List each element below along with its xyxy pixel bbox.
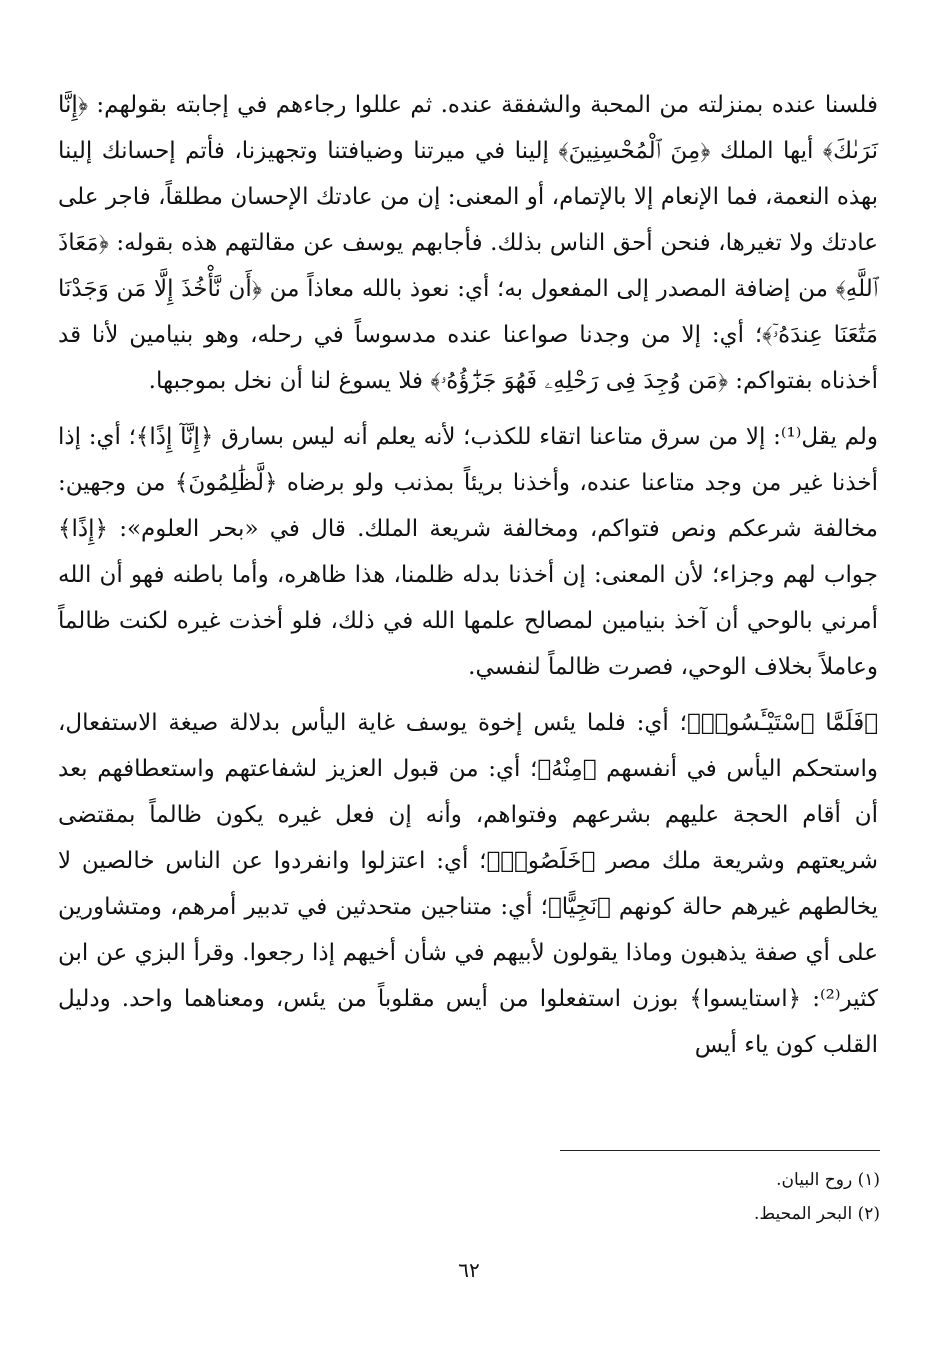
page-number: ٦٢ [458,1258,480,1282]
footnote-1: (١) روح البيان. [776,1170,880,1190]
footnote-2: (٢) البحر المحيط. [754,1204,880,1224]
paragraph-1: فلسنا عنده بمنزلته من المحبة والشفقة عنده. ثم عللوا رجاءهم في إجابته بقولهم: ﴿إِنَّا نَرَىٰكَ﴾ أيها الملك ﴿مِنَ ٱلْمُحْسِنِينَ﴾ إلينا في ميرتنا وضيافتنا وتجهيزنا، فأتم إحسانك إلينا بهذه النعمة، فما الإنعام إلا بالإتمام، أو المعنى: إن من عادتك الإحسان مطلقاً، فاجر على عادتك ولا تغيرها، فنحن أحق الناس بذلك. فأجابهم يوسف عن مقالتهم هذه بقوله: ﴿مَعَاذَ ٱللَّهِ﴾ من إضافة المصدر إلى المفعول به؛ أي: نعوذ بالله معاذاً من ﴿أَن نَّأْخُذَ إِلَّا مَن وَجَدْنَا مَتَٰعَنَا عِندَهُۥٓ﴾؛ أي: إلا من وجدنا صواعنا عنده مدسوساً في رحله، وهو بنيامين لأنا قد أخذناه بفتواكم: ﴿مَن وُجِدَ فِى رَحْلِهِۦ فَهُوَ جَزَٰٓؤُهُۥ﴾ فلا يسوغ لنا أن نخل بموجبها. [58,92,878,394]
footnotes [560,1150,880,1231]
paragraph-2: ولم يقل⁽¹⁾: إلا من سرق متاعنا اتقاء للكذب؛ لأنه يعلم أنه ليس بسارق ﴿إِنَّآ إِذًا﴾؛ أي: إذا أخذنا غير من وجد متاعنا عنده، وأخذنا بريئاً بمذنب ولو برضاه ﴿لَّظَٰلِمُونَ﴾ من وجهين: مخالفة شرعكم ونص فتواكم، ومخالفة شريعة الملك. قال في «بحر العلوم»: ﴿إِذًا﴾ جواب لهم وجزاء؛ لأن المعنى: إن أخذنا بدله ظلمنا، هذا ظاهره، وأما باطنه فهو أن الله أمرني بالوحي أن آخذ بنيامين لمصالح علمها الله في ذلك، فلو أخذت غيره لكنت ظالماً وعاملاً بخلاف الوحي، فصرت ظالماً لنفسي. [58,424,879,680]
footnote-divider [560,1150,880,1151]
page-body [58,82,878,1068]
paragraph-3: ﴿فَلَمَّا ٱسْتَيْـَٔسُوا۟﴾؛ أي: فلما يئس إخوة يوسف غاية اليأس بدلالة صيغة الاستفعال، واستحكم اليأس في أنفسهم ﴿مِنْهُ﴾؛ أي: من قبول العزيز لشفاعتهم واستعطافهم بعد أن أقام الحجة عليهم بشرعهم وفتواهم، وأنه إن فعل غيره يكون ظالماً بمقتضى شريعتهم وشريعة ملك مصر ﴿خَلَصُوا۟﴾؛ أي: اعتزلوا وانفردوا عن الناس خالصين لا يخالطهم غيرهم حالة كونهم ﴿نَجِيًّا﴾؛ أي: متناجين متحدثين في تدبير أمرهم، ومتشاورين على أي صفة يذهبون وماذا يقولون لأبيهم في شأن أخيهم إذا رجعوا. وقرأ البزي عن ابن كثير⁽²⁾: ﴿استايسوا﴾ بوزن استفعلوا من أيس مقلوباً من يئس، ومعناهما واحد. ودليل القلب كون ياء أيس [58,710,878,1058]
